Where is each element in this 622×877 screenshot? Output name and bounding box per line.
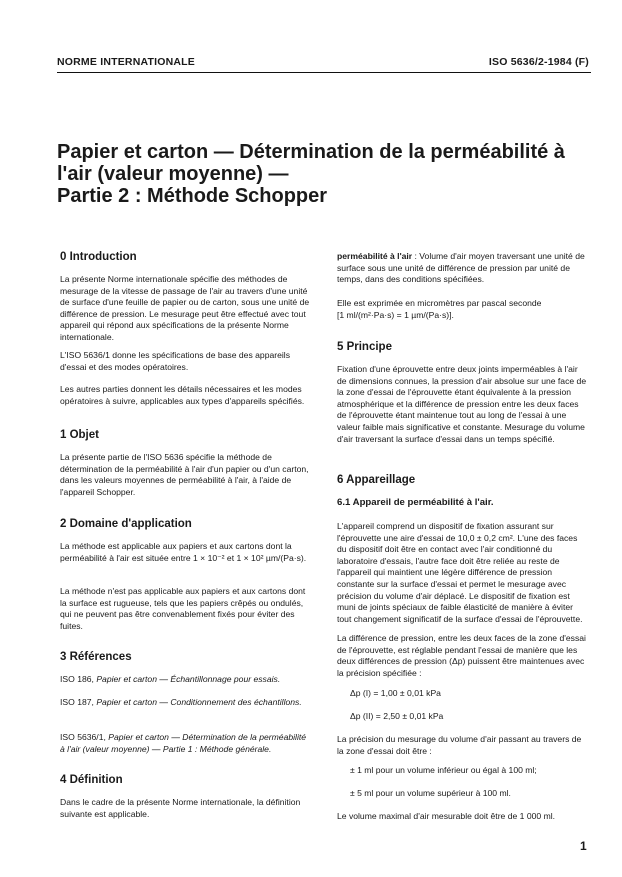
definition-permeabilite — [337, 251, 587, 286]
document-series-label: NORME INTERNATIONALE — [57, 56, 195, 68]
subsection-6-1-heading: 6.1 Appareil de perméabilité à l'air. — [337, 497, 494, 508]
pressure-equation-2: Δp (II) = 2,50 ± 0,01 kPa — [350, 711, 444, 721]
unit-line-2: [1 ml/(m²·Pa·s) = 1 µm/(Pa·s)]. — [337, 309, 454, 320]
section-6-1-p1 — [337, 521, 587, 625]
section-4-definition — [60, 797, 310, 820]
pressure-equation-1: Δp (I) = 1,00 ± 0,01 kPa — [350, 688, 441, 698]
section-0-intro-p3 — [60, 384, 310, 407]
defined-term: perméabilité à l'air — [337, 251, 413, 261]
section-1-objet — [60, 452, 310, 498]
section-6-1-p2 — [337, 633, 587, 679]
definition — [337, 251, 587, 286]
section-3-heading: 3 Références — [60, 651, 132, 663]
page-number: 1 — [580, 839, 587, 853]
title-line-1: Papier et carton — Détermination de la perméabilité à — [57, 141, 565, 163]
paragraph: Fixation d'une éprouvette entre deux joints imperméables à l'air de dimensions connues, la pression d'air absolue sur une face de la zone d'essai de l'éprouvette étant équivalente à la pression atmosphérique et la différence de pression entre les deux faces de l'éprouvette étant maintenue tout au long de l'essai à une valeur faible mais significative et constante. Mesurage du volume d'air traversant la surface d'essai dans un temps spécifié. — [337, 364, 587, 444]
paragraph: La précision du mesurage du volume d'air passant au travers de la zone d'essai doit être : — [337, 734, 582, 756]
reference-title: Papier et carton — Échantillonnage pour essais. — [96, 674, 281, 684]
section-4-heading: 4 Définition — [60, 774, 123, 786]
permeability-range: 1 × 10⁻² et 1 × 10² µm/(Pa·s). — [193, 552, 307, 563]
paragraph: L'appareil comprend un dispositif de fixation assurant sur l'éprouvette une aire d'essai de 10,0 ± 0,2 cm². L'une des faces du dispositif doit être en contact avec l'air conditionné du laboratoire d'essais, l'autre face doit être reliée au reste de l'appareil qui maintient une légère différence de pression constante sur la surface d'essai et permet le mesurage avec précision du volume d'air déplacé. Le dispositif de fixation est muni de joints spéciaux de faible élasticité de manière à éviter tout changement significatif de la surface d'essai de l'éprouvette. — [337, 521, 583, 624]
section-1-heading: 1 Objet — [60, 429, 99, 441]
section-5-heading: 5 Principe — [337, 341, 392, 353]
title-line-3: Partie 2 : Méthode Schopper — [57, 185, 328, 207]
section-6-1-p4: Le volume maximal d'air mesurable doit être de 1 000 ml. — [337, 811, 556, 821]
section-2-domaine-p2 — [60, 586, 310, 632]
reference — [60, 732, 310, 755]
paragraph: L'ISO 5636/1 donne les spécifications de base des appareils d'essai et des modes opératoires. — [60, 350, 291, 372]
reference-number: ISO 186, — [60, 674, 97, 684]
reference-iso-5636-1 — [60, 732, 310, 755]
paragraph: La méthode n'est pas applicable aux papiers et aux cartons dont la surface est rugueuse, tels que les papiers crêpés ou ondulés, qui ne peuvent pas être convenablement fixés pour éviter des fuites. — [60, 586, 306, 631]
reference-iso-186 — [60, 674, 310, 686]
paragraph: La présente partie de l'ISO 5636 spécifie la méthode de détermination de la perméabilité à l'air d'un papier ou d'un carton, dans les valeurs moyennes de perméabilité à l'air, à l'aide de l'appareil Schopper. — [60, 452, 309, 497]
paragraph — [60, 541, 310, 564]
paragraph: La différence de pression, entre les deux faces de la zone d'essai de l'éprouvette, est réglable pendant l'essai de manière que les deux différences de pression (Δp) puissent être maintenues avec la précision spécifiée : — [337, 633, 586, 678]
section-0-heading: 0 Introduction — [60, 251, 137, 263]
section-2-heading: 2 Domaine d'application — [60, 518, 192, 530]
paragraph: La présente Norme internationale spécifie des méthodes de mesurage de la vitesse de passage de l'air au travers d'une unité de surface d'une feuille de papier ou de carton, sous une unité de différence de pression. Le mesurage peut être effectué avec tout appareil qui répond aux spécifications de la présente Norme internationale. — [60, 274, 310, 342]
section-5-principe — [337, 364, 587, 445]
reference-title: Papier et carton — Conditionnement des échantillons. — [96, 697, 302, 707]
paragraph: Dans le cadre de la présente Norme internationale, la définition suivante est applicable. — [60, 797, 301, 819]
document-reference: ISO 5636/2-1984 (F) — [488, 56, 589, 68]
header-rule — [57, 72, 591, 73]
section-6-heading: 6 Appareillage — [337, 474, 416, 486]
section-2-domaine-p1 — [60, 541, 310, 564]
reference — [60, 674, 310, 686]
definition-text: : Volume d'air moyen traversant une unité de surface sous une unité de différence de pression par unité de temps, dans des conditions spécifiées. — [337, 251, 585, 285]
reference — [60, 697, 310, 709]
tolerance-2: ± 5 ml pour un volume supérieur à 100 ml. — [350, 788, 511, 798]
reference-iso-187 — [60, 697, 310, 709]
reference-title: Papier et carton — Détermination de la perméabilité à l'air (valeur moyenne) — Partie 1 : Méthode générale. — [60, 732, 307, 754]
section-0-intro-p2 — [60, 350, 310, 373]
unit-statement — [337, 298, 587, 321]
domain-text: La méthode est applicable aux papiers et aux cartons dont la perméabilité à l'air est située entre — [60, 541, 292, 563]
reference-number: ISO 187, — [60, 697, 97, 707]
reference-number: ISO 5636/1, — [60, 732, 109, 742]
tolerance-1: ± 1 ml pour un volume inférieur ou égal à 100 ml; — [350, 765, 537, 775]
unit-line-1: Elle est exprimée en micromètres par pascal seconde — [337, 298, 542, 308]
title-line-2: l'air (valeur moyenne) — — [57, 163, 289, 185]
section-0-intro-p1 — [60, 274, 310, 344]
paragraph: Les autres parties donnent les détails nécessaires et les modes opératoires à suivre, applicables aux types d'appareils spécifiés. — [60, 384, 305, 406]
section-6-1-p3 — [337, 734, 587, 757]
